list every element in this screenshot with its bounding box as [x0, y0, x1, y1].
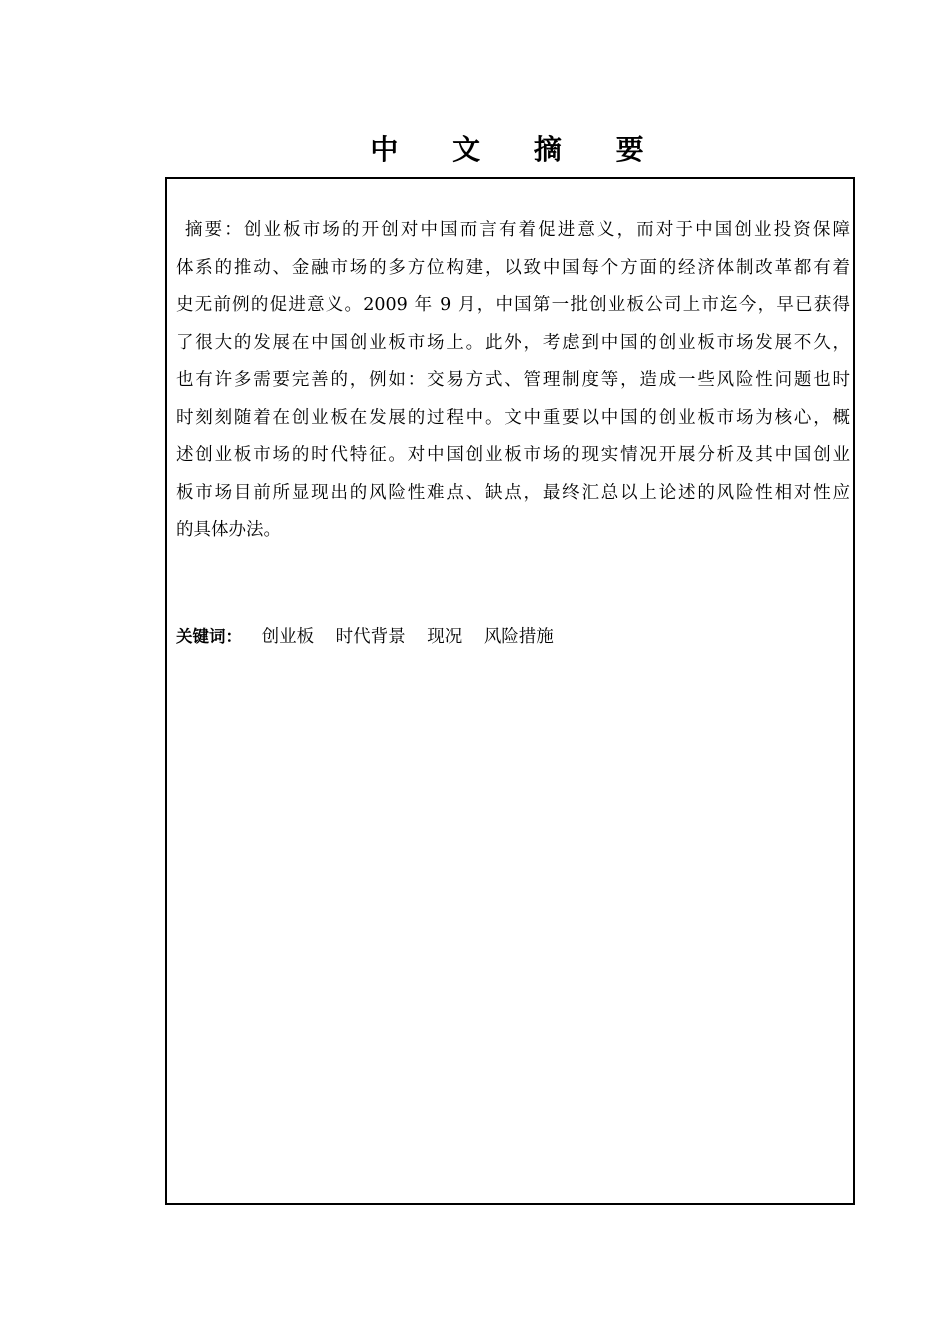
abstract-line: 摘要：创业板市场的开创对中国而言有着促进意义，而对于中国创业投资保障 — [185, 220, 850, 240]
keywords-row — [176, 622, 570, 652]
keyword: 时代背景 — [335, 627, 406, 647]
keyword: 现况 — [427, 627, 463, 647]
abstract-line: 的具体办法。 — [176, 520, 281, 540]
abstract-paragraph — [176, 212, 850, 550]
page-title: 中 文 摘 要 — [370, 133, 666, 166]
abstract-line: 板市场目前所显现出的风险性难点、缺点，最终汇总以上论述的风险性相对性应 — [176, 482, 850, 503]
keyword: 创业板 — [261, 627, 315, 647]
abstract-line: 体系的推动、金融市场的多方位构建，以致中国每个方面的经济体制改革都有着 — [176, 257, 850, 278]
abstract-box — [165, 177, 855, 1205]
abstract-line: 史无前例的促进意义。2009 年 9 月，中国第一批创业板公司上市迄今，早已获得 — [176, 295, 850, 315]
abstract-line: 述创业板市场的时代特征。对中国创业板市场的现实情况开展分析及其中国创业 — [176, 445, 850, 465]
abstract-line: 了很大的发展在中国创业板市场上。此外，考虑到中国的创业板市场发展不久， — [176, 332, 850, 353]
abstract-line: 时刻刻随着在创业板在发展的过程中。文中重要以中国的创业板市场为核心，概 — [176, 407, 850, 428]
keywords-label: 关键词： — [176, 627, 242, 646]
keyword: 风险措施 — [483, 627, 554, 647]
abstract-line: 也有许多需要完善的，例如：交易方式、管理制度等，造成一些风险性问题也时 — [176, 370, 850, 390]
